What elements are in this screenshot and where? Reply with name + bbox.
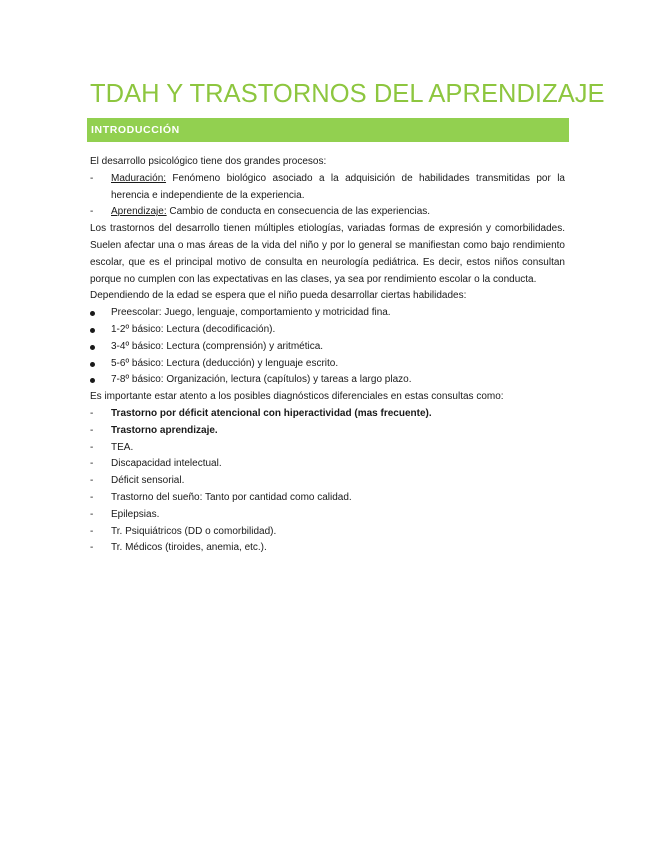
differential-text: . bbox=[214, 424, 218, 436]
process-item bbox=[90, 171, 565, 205]
bullet-icon bbox=[90, 356, 95, 374]
differential-item bbox=[90, 524, 565, 541]
differential-text: Tr. Médicos (tiroides, anemia, etc.). bbox=[111, 542, 267, 554]
age-skill-item bbox=[90, 356, 565, 373]
bullet-icon bbox=[90, 372, 95, 390]
differential-item bbox=[90, 406, 565, 423]
differential-item bbox=[90, 490, 565, 507]
differential-text: Discapacidad intelectual. bbox=[111, 458, 222, 470]
differential-item bbox=[90, 540, 565, 557]
process-text: Fenómeno biológico asociado a la adquisición de habilidades transmitidas por la herencia e independiente de la experiencia. bbox=[111, 172, 565, 201]
dash-marker: - bbox=[90, 441, 94, 453]
bullet-icon bbox=[90, 322, 95, 340]
dash-marker: - bbox=[90, 206, 94, 218]
age-skill-item bbox=[90, 339, 565, 356]
document-title: TDAH Y TRASTORNOS DEL APRENDIZAJE bbox=[90, 80, 605, 108]
age-skill-item bbox=[90, 322, 565, 339]
age-skill-item bbox=[90, 305, 565, 322]
differential-text: Tr. Psiquiátricos (DD o comorbilidad). bbox=[111, 525, 277, 537]
differential-item bbox=[90, 440, 565, 457]
bullet-icon bbox=[90, 339, 95, 357]
differential-bold: Trastorno por déficit atencional con hiperactividad bbox=[111, 407, 352, 419]
differential-text: Epilepsias. bbox=[111, 508, 160, 520]
age-skill-text: Preescolar: Juego, lenguaje, comportamiento y motricidad fina. bbox=[111, 307, 391, 319]
age-skill-text: 7-8º básico: Organización, lectura (capítulos) y tareas a largo plazo. bbox=[111, 374, 412, 386]
section-title: INTRODUCCIÓN bbox=[91, 124, 180, 136]
dash-marker: - bbox=[90, 525, 94, 537]
age-skill-text: 5-6º básico: Lectura (deducción) y lenguaje escrito. bbox=[111, 357, 339, 369]
section-header-bar bbox=[87, 118, 569, 142]
differential-paragraph: Es importante estar atento a los posibles diagnósticos diferenciales en estas consultas como: bbox=[90, 391, 504, 403]
bullet-icon bbox=[90, 305, 95, 323]
process-term: Aprendizaje: bbox=[111, 206, 167, 218]
dash-marker: - bbox=[90, 458, 94, 470]
age-skill-text: 1-2º básico: Lectura (decodificación). bbox=[111, 323, 276, 335]
differential-text: Déficit sensorial. bbox=[111, 475, 185, 487]
differential-item bbox=[90, 423, 565, 440]
dash-marker: - bbox=[90, 508, 94, 520]
dash-marker: - bbox=[90, 424, 94, 436]
process-text: Cambio de conducta en consecuencia de las experiencias. bbox=[166, 206, 431, 218]
intro-paragraph: El desarrollo psicológico tiene dos grandes procesos: bbox=[90, 156, 327, 167]
age-paragraph: Dependiendo de la edad se espera que el niño pueda desarrollar ciertas habilidades: bbox=[90, 290, 467, 302]
document-body bbox=[90, 154, 565, 557]
differential-bold: Trastorno aprendizaje bbox=[111, 424, 215, 436]
disorders-paragraph: Los trastornos del desarrollo tienen múltiples etiologías, variadas formas de expresión y comorbilidades. Suelen afectar una o mas áreas de la vida del niño y por lo general se manifiestan como bajo rendimiento escolar, que es el principal motivo de consulta en neurología pediátrica. Es decir, estos niños consultan porque no cumplen con las expectativas en las clases, ya sea por rendimiento escolar o la conducta. bbox=[90, 223, 565, 285]
differential-item bbox=[90, 473, 565, 490]
differential-item bbox=[90, 456, 565, 473]
differential-text: (mas frecuente). bbox=[351, 407, 432, 419]
dash-marker: - bbox=[90, 491, 94, 503]
dash-marker: - bbox=[90, 542, 94, 554]
age-skill-item bbox=[90, 372, 565, 389]
differential-text: TEA. bbox=[111, 441, 134, 453]
dash-marker: - bbox=[90, 475, 94, 487]
age-skill-text: 3-4º básico: Lectura (comprensión) y aritmética. bbox=[111, 340, 324, 352]
dash-marker: - bbox=[90, 407, 94, 419]
differential-item bbox=[90, 507, 565, 524]
differential-text: Trastorno del sueño: Tanto por cantidad como calidad. bbox=[111, 491, 352, 503]
process-term: Maduración: bbox=[111, 172, 167, 184]
process-item bbox=[90, 204, 565, 221]
dash-marker: - bbox=[90, 172, 94, 184]
